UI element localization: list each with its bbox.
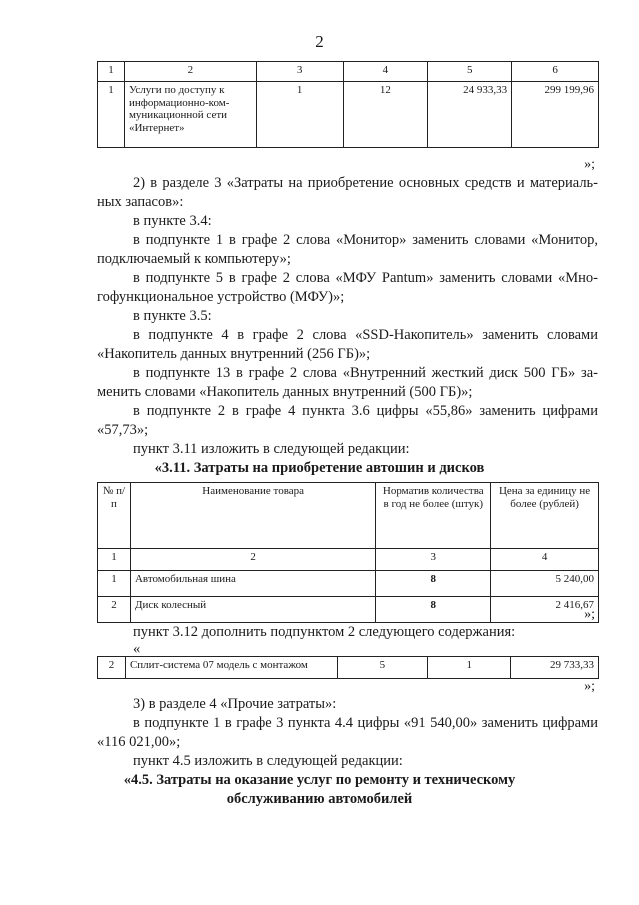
- services-table: [97, 61, 599, 148]
- table-header-row: [98, 62, 599, 82]
- closing-quote: »;: [584, 607, 595, 622]
- text-line: в пункте 3.5:: [133, 308, 212, 324]
- text-line: пункт 4.5 изложить в следующей редакции:: [133, 753, 403, 769]
- section-heading: «3.11. Затраты на приобретение автошин и дисков: [154, 460, 485, 476]
- text-line: 3) в разделе 4 «Прочие затраты»:: [133, 696, 337, 712]
- text-line: в подпункте 2 в графе 4 пункта 3.6 цифры «55,86» заменить цифрами: [133, 403, 598, 419]
- section-heading: обслуживанию автомобилей: [226, 791, 413, 807]
- table-row: [98, 82, 599, 148]
- table-cell: Автомобильная шина: [130, 571, 375, 597]
- table-header-cell: Цена за единицу не более (рублей): [491, 483, 599, 549]
- text-line: «57,73»;: [97, 422, 149, 438]
- table-cell: 24 933,33: [428, 82, 512, 148]
- table-header-cell: Наименование товара: [130, 483, 375, 549]
- closing-quote: »;: [584, 157, 595, 172]
- text-line: гофункциональное устройство (МФУ)»;: [97, 289, 345, 305]
- table-row: [98, 657, 599, 679]
- table-cell: 4: [491, 549, 599, 571]
- table-cell: 1: [98, 82, 125, 148]
- table-header-cell: 2: [124, 62, 256, 82]
- table-row: [98, 597, 599, 623]
- text-line: «Накопитель данных внутренний (256 ГБ)»;: [97, 346, 371, 362]
- table-header-cell: № п/п: [98, 483, 131, 549]
- table-row: [98, 571, 599, 597]
- text-line: в подпункте 1 в графе 3 пункта 4.4 цифры «91 540,00» заменить цифрами: [133, 715, 598, 731]
- page-number: 2: [315, 32, 324, 51]
- table-cell: 29 733,33: [511, 657, 599, 679]
- table-cell: 8: [376, 571, 491, 597]
- text-line: в пункте 3.4:: [133, 213, 212, 229]
- table-cell: 2: [98, 657, 126, 679]
- table-header-cell: Норматив количества в год не более (штук): [376, 483, 491, 549]
- text-line: ных запасов»:: [97, 194, 184, 210]
- text-line: пункт 3.12 дополнить подпунктом 2 следующего содержания:: [133, 624, 516, 640]
- opening-quote: «: [133, 641, 141, 657]
- table-cell: 8: [376, 597, 491, 623]
- table-cell: 1: [428, 657, 511, 679]
- table-number-row: [98, 549, 599, 571]
- table-cell: 1: [98, 571, 131, 597]
- text-line: «116 021,00»;: [97, 734, 181, 750]
- table-cell: 1: [256, 82, 343, 148]
- closing-quote: »;: [584, 679, 595, 694]
- table-cell: 2: [98, 597, 131, 623]
- text-line: в подпункте 13 в графе 2 слова «Внутренний жесткий диск 500 ГБ» за-: [133, 365, 598, 381]
- table-cell: 12: [343, 82, 428, 148]
- text-line: в подпункте 5 в графе 2 слова «МФУ Pantum» заменить словами «Мно-: [133, 270, 598, 286]
- table-cell: 1: [98, 549, 131, 571]
- text-line: подключаемый к компьютеру»;: [97, 251, 291, 267]
- table-cell: 3: [376, 549, 491, 571]
- split-system-table: [97, 656, 599, 679]
- table-header-cell: 6: [512, 62, 599, 82]
- table-cell: Сплит-система 07 модель с монтажом: [125, 657, 337, 679]
- table-cell: 5 240,00: [491, 571, 599, 597]
- table-cell: 299 199,96: [512, 82, 599, 148]
- table-header-cell: 1: [98, 62, 125, 82]
- table-header-cell: 3: [256, 62, 343, 82]
- table-header-cell: 5: [428, 62, 512, 82]
- section-heading: «4.5. Затраты на оказание услуг по ремонту и техническому: [123, 772, 516, 788]
- table-header-cell: 4: [343, 62, 428, 82]
- table-cell: Услуги по доступу к информационно-ком-муникационной сети «Интернет»: [124, 82, 256, 148]
- text-line: пункт 3.11 изложить в следующей редакции:: [133, 441, 410, 457]
- text-line: в подпункте 4 в графе 2 слова «SSD-Накопитель» заменить словами: [133, 327, 598, 343]
- text-line: 2) в разделе 3 «Затраты на приобретение основных средств и материаль-: [133, 175, 598, 191]
- table-cell: Диск колесный: [130, 597, 375, 623]
- table-cell: 2: [130, 549, 375, 571]
- text-line: менить словами «Накопитель данных внутренний (500 ГБ)»;: [97, 384, 473, 400]
- text-line: в подпункте 1 в графе 2 слова «Монитор» заменить словами «Монитор,: [133, 232, 598, 248]
- table-cell: 2 416,67: [491, 597, 599, 623]
- table-header-row: [98, 483, 599, 549]
- tires-table: [97, 482, 599, 623]
- table-cell: 5: [337, 657, 428, 679]
